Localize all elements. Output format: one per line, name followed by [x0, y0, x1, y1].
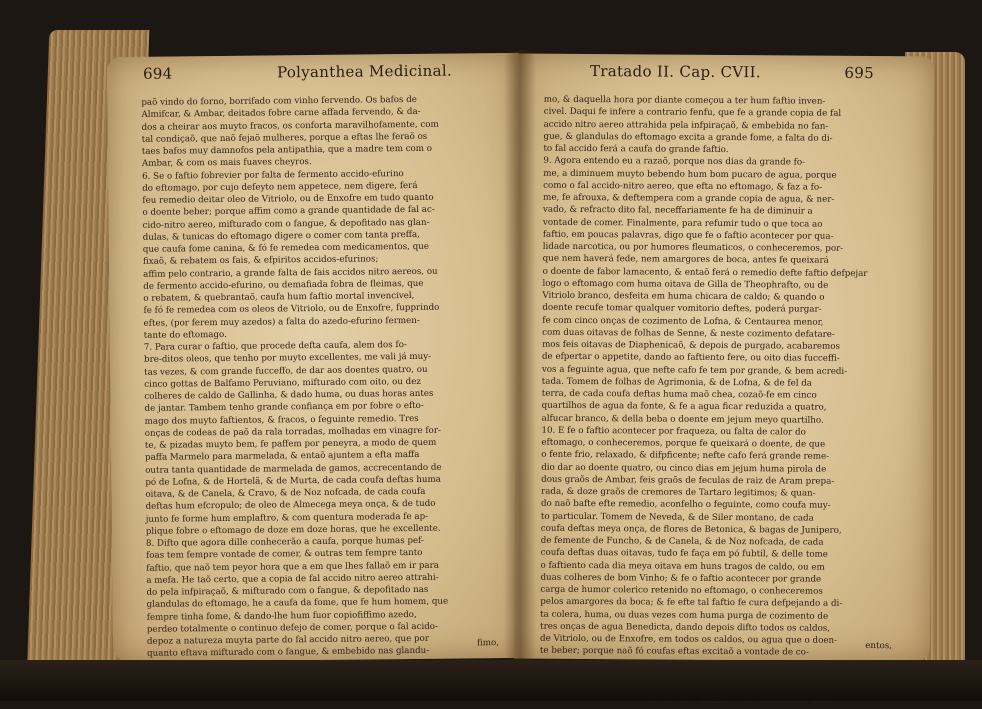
right-page	[514, 54, 934, 708]
book-gutter-shadow	[504, 50, 536, 665]
right-page-header	[518, 62, 934, 87]
left-page-header	[107, 61, 519, 87]
right-page-body-text: mo, & daquella hora por diante começou a ter hum faftio inven- civel. Daqui fe infere a contrario fenfu, que fe a grande copia de fal accido nitro aereo attrahida pela infpiraçaõ, & embebida no fan- gue, & glandulas do eftomago excita a grande fome, a falta do di- to fal accido ferá a caufa do grande faftio. 9. Agora entendo eu a razaõ, porque nos dias da grande fo- me, a diminuem muyto bebendo hum bom pucaro de agua, porque como o fal accido-nitro aereo, que efta no eftomago, & faz a fo- me, fe afrouxa, & deftempera com a grande copia de agua, & ner- vado, & refracto dito fal, neceffariamente fe ha de diminuir a vontade de comer. Finalmente, para refumir tudo o que toca ao faftio, em poucas palavras, digo que fe o faftio acontecer por qua- lidade narcotica, ou por humores fleumaticos, o conheceremos, por- que nem haverá fede, nem amargores de boca, antes fe queixará o doente de fabor lamacento, & entaõ ferá o remedio defte faftio defpejar logo o eftomago com huma oitava de Gilla de Theophrafto, ou de Vitriolo branco, desfeita em huma chicara de caldo; & quando o doente recufe tomar qualquer vomitorio deftes, poderá purgar- fe com cinco onças de cozimento de Lofna, & Centaurea menor, com duas oitavas de folhas de Senne, & neste cozimento defatare- mos feis oitavas de Diaphenicaõ, & depois de purgado, acabaremos de efpertar o appetite, dando ao faftiento fere, ou oito dias fucceffi- vos a feguinte agua, que nefte cafo fe tem por grande, & bem acredi- tada. Tomem de folhas de Agrimonia, & de Lofna, & de fel da terra, de cada coufa deftas huma maõ chea, cozaõ-fe em cinco quartilhos de agua da fonte, & fe a agua ficar reduzida a quatro, alfucar branco, & della beba o doente em jejum meyo quartilho. 10. E fe o faftio acontecer por fraqueza, ou falta de calor do eftomago, o conheceremos, porque fe queixará o doente, de que o fente frio, relaxado, & difpficente; nefte cafo ferá grande reme- dio dar ao doente quatro, ou cinco dias em jejum huma pirola de dous graõs de Ambar, feis graõs de feculas de raiz de Aram prepa- rada, & doze graõs de cremores de Tartaro legitimos; & quan- do naõ bafte efte remedio, aconfelho o feguinte, como coufa muy- to particular. Tomem de Neveda, & de Siler montano, de cada coufa deftas meya onça, de flores de Betonica, & bagas de Junipero, de femente de Funcho, & de Canela, & de Noz nofcada, de cada coufa deftas duas oitavas, tudo fe faça em pó fubtil, & delle tome o faftiento cada dia meya oitava em huns tragos de caldo, ou em duas colheres de bom Vinho; & fe o faftio acontecer por grande carga de humor colerico retenido no eftomago, o conheceremos pelos amargores da boca; & fe efte tal faftio fe cura defpejando a di- ta colera, huma, ou duas vezes com huma purga de cozimento de tres onças de agua Benedicta, dando depois difto todos os caldos, de Vitriolo, ou de Enxofre, em todos os caldos, ou agua que o doen- te beber; porque naõ fó coufas eftas excitaõ a vontade de co- aos doentes extremofamente fafti-	[539, 94, 868, 708]
left-page	[107, 53, 525, 662]
left-catchword: fimo,	[476, 638, 500, 649]
left-running-head: Polyanthea Medicinal.	[276, 61, 453, 82]
right-catchword: entos,	[865, 640, 893, 652]
left-page-body-text: paõ vindo do forno, borrifado com vinho fervendo. Os bafos de Almifcar, & Ambar, deitados fobre carne affada fervendo, & da- dos a cheirar aos muyto fracos, os conforta maravilhofamente, com tal condiçaõ, que naõ fejaõ mulheres, porque a eftas lhe feraõ os taes bafos muy damnofos pela antipathia, que a madre tem com o Ambar, & com os mais fuaves cheyros. 6. Se o faftio fobrevier por falta de fermento accido-efurino do eftomago, por cujo defeyto nem appetece, nem digere, ferá feu remedio deitar oleo de Vitriolo, ou de Enxofre em tudo quanto o doente beber; porque affim como a grande quantidade de fal ac- cido-nitro aereo, mifturado com o fangue, & depofitado nas glan- dulas, & tunicas do eftomago digere o comer com tanta preffa, que caufa fome canina, & fó fe remedea com medicamentos, que fixaõ, & rebatem os fais, & efpiritos accidos-efurinos; affim pelo contrario, a grande falta de fais accidos nitro aereos, ou de fermento accido-efurino, ou demafiada fobra de fleimas, que o rebatem, & quebrantaõ, caufa hum faftio mortal invencivel, fe fó fe remedea com os oleos de Vitriolo, ou de Enxofre, fupprindo eftes, (por ferem muy azedos) a falta do azedo-efurino fermen- tante do eftomago. 7. Para curar o faftio, que procede defta caufa, alem dos fo- bre-ditos oleos, que tenho por muyto excellentes, me vali já muy- tas vezes, & com grande fucceffo, de dar aos doentes quatro, ou cinco gottas de Balfamo Peruviano, mifturado com oito, ou dez colheres de caldo de Gallinha, & dado huma, ou duas horas antes de jantar. Tambem tenho grande confiança em por fobre o efto- mago dos muyto faftientos, & fracos, o feguinte remedio. Tres onças de codeas de paõ da rala torradas, molhadas em vinagre for- te, & pizadas muyto bem, fe paffem por peneyra, a modo de quem paffa Marmelo para marmelada, & entaõ ajuntem a efta maffa outra tanta quantidade de marmelada de gamos, accrecentando de pó de Lofna, & de Hortelã, & de Murta, de cada coufa deftas huma oitava, & de Canela, & Cravo, & de Noz nofcada, de cada coufa deftas hum efcropulo; de oleo de Almecega meya onça, & de tudo junto fe forme hum emplaftro, & com quentura moderada fe ap- plique fobre o eftomago de doze em doze horas, que he excellente. 8. Difto que agora dille conhecerão a caufa, porque humas pef- foas tem fempre vontade de comer, & outras tem fempre tanto faftio, que naõ tem peyor hora que a em que lhes fallaõ em ir para a mefa. He taõ certo, que a copia de fal accido nitro aereo attrahi- do pela infpiraçaõ, & mifturado com o fangue, & depofitado nas glandulas do eftomago, he a caufa da fome, que fe hum homem, que fempre tinha fome, & dando-lhe hum fuor copiofiffimo azedo, perdeo totalmente o continuo defejo de comer, porque o fal acido- depoz a natureza muyta parte do fal accido nitro aereo, que por quanto eftava mifturado com o fangue, & embebido nas glandu-	[141, 94, 449, 660]
right-running-head: Tratado II. Cap. CVII.	[589, 62, 762, 82]
left-page-number: 694	[142, 64, 173, 83]
right-page-number: 695	[844, 63, 875, 83]
background-shadow	[0, 660, 982, 701]
